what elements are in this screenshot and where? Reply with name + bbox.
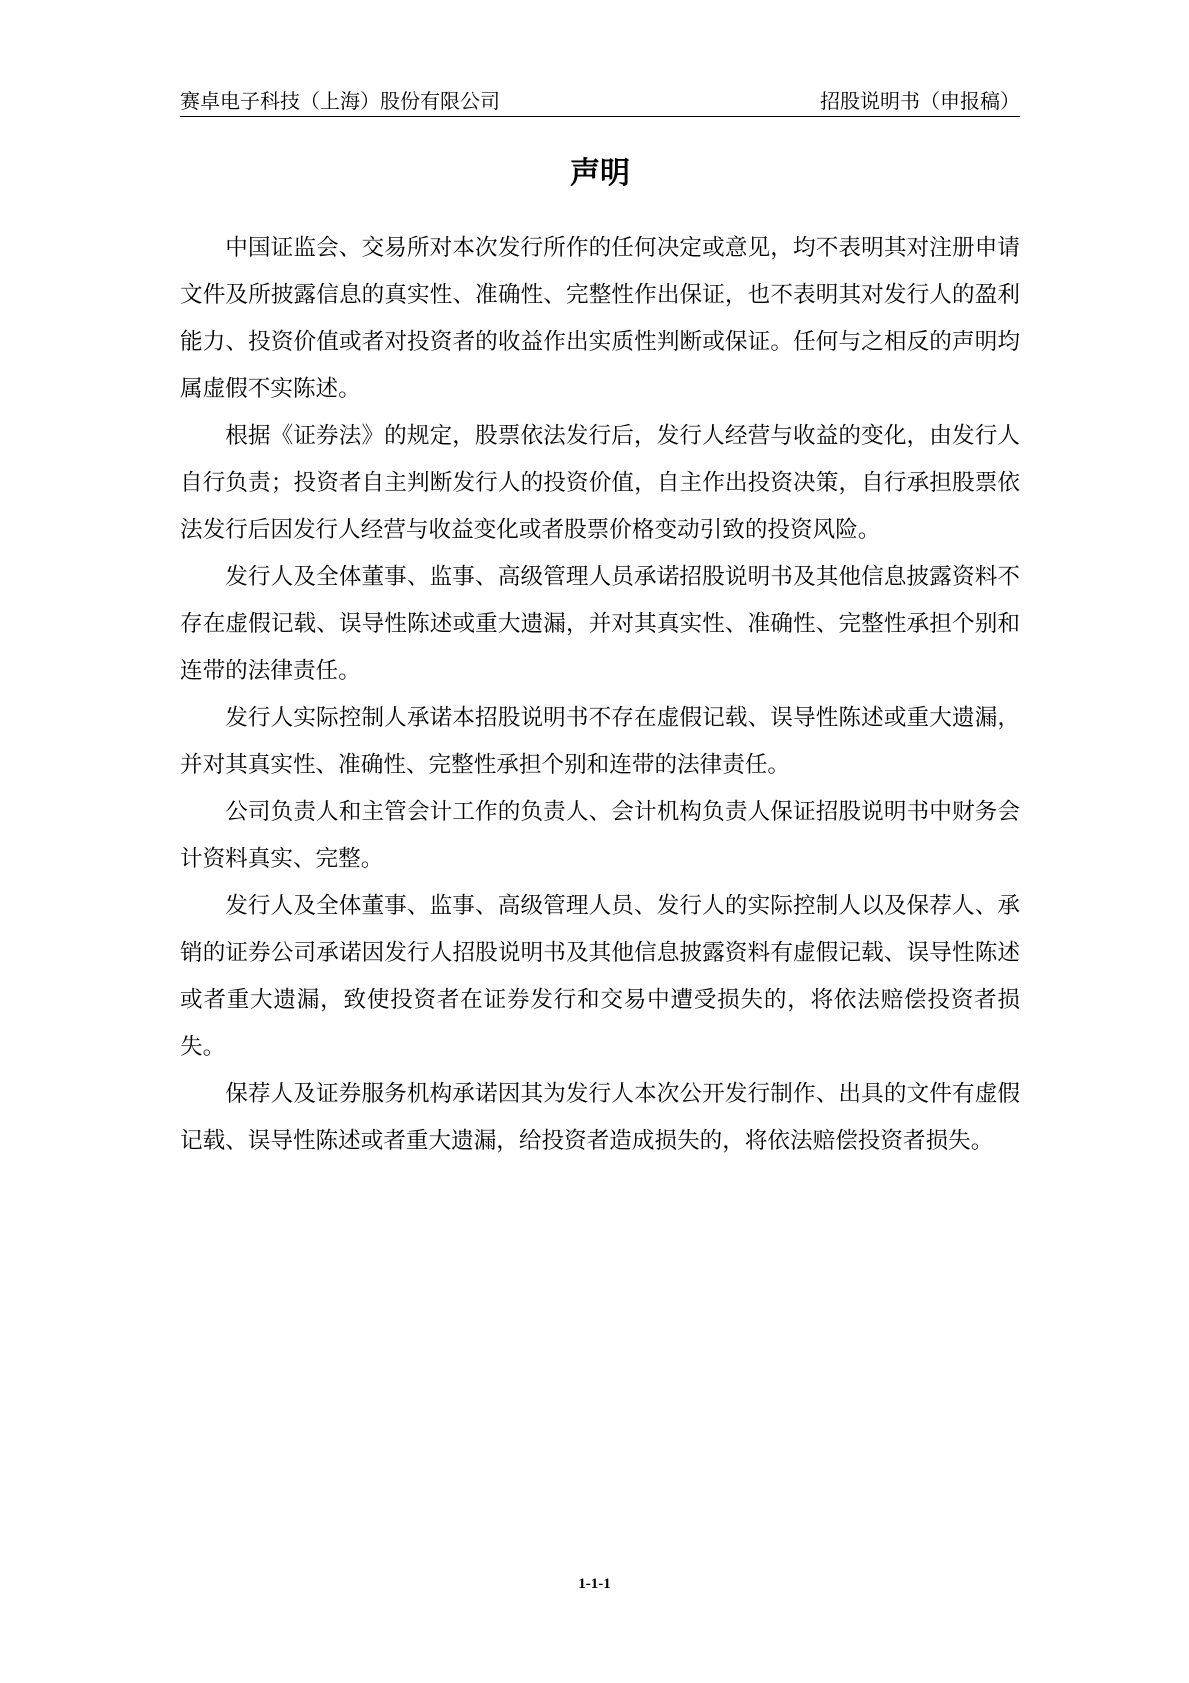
paragraph-accounting-guarantee: 公司负责人和主管会计工作的负责人、会计机构负责人保证招股说明书中财务会计资料真实、完整。 [180,799,1020,872]
paragraph-securities-law: 根据《证券法》的规定，股票依法发行后，发行人经营与收益的变化，由发行人自行负责；投资者自主判断发行人的投资价值，自主作出投资决策，自行承担股票依法发行后因发行人经营与收益变化或者股票价格变动引致的投资风险。 [180,423,1020,543]
paragraph-compensation-commitment: 发行人及全体董事、监事、高级管理人员、发行人的实际控制人以及保荐人、承销的证券公司承诺因发行人招股说明书及其他信息披露资料有虚假记载、误导性陈述或者重大遗漏，致使投资者在证券发行和交易中遭受损失的，将依法赔偿投资者损失。 [180,893,1020,1060]
paragraph-csrc-disclaimer: 中国证监会、交易所对本次发行所作的任何决定或意见，均不表明其对注册申请文件及所披露信息的真实性、准确性、完整性作出保证，也不表明其对发行人的盈利能力、投资价值或者对投资者的收益作出实质性判断或保证。任何与之相反的声明均属虚假不实陈述。 [180,235,1020,402]
declaration-body [180,225,1020,1165]
page-header [180,88,1020,117]
header-company-name: 赛卓电子科技（上海）股份有限公司 [180,89,500,113]
page-number: 1-1-1 [578,1576,611,1592]
paragraph-sponsor-commitment: 保荐人及证券服务机构承诺因其为发行人本次公开发行制作、出具的文件有虚假记载、误导性陈述或者重大遗漏，给投资者造成损失的，将依法赔偿投资者损失。 [180,1081,1020,1154]
paragraph-controller-commitment: 发行人实际控制人承诺本招股说明书不存在虚假记载、误导性陈述或重大遗漏，并对其真实性、准确性、完整性承担个别和连带的法律责任。 [180,705,1020,778]
header-document-type: 招股说明书（申报稿） [820,89,1020,113]
paragraph-directors-commitment: 发行人及全体董事、监事、高级管理人员承诺招股说明书及其他信息披露资料不存在虚假记载、误导性陈述或重大遗漏，并对其真实性、准确性、完整性承担个别和连带的法律责任。 [180,564,1020,684]
page-title: 声明 [570,156,630,191]
